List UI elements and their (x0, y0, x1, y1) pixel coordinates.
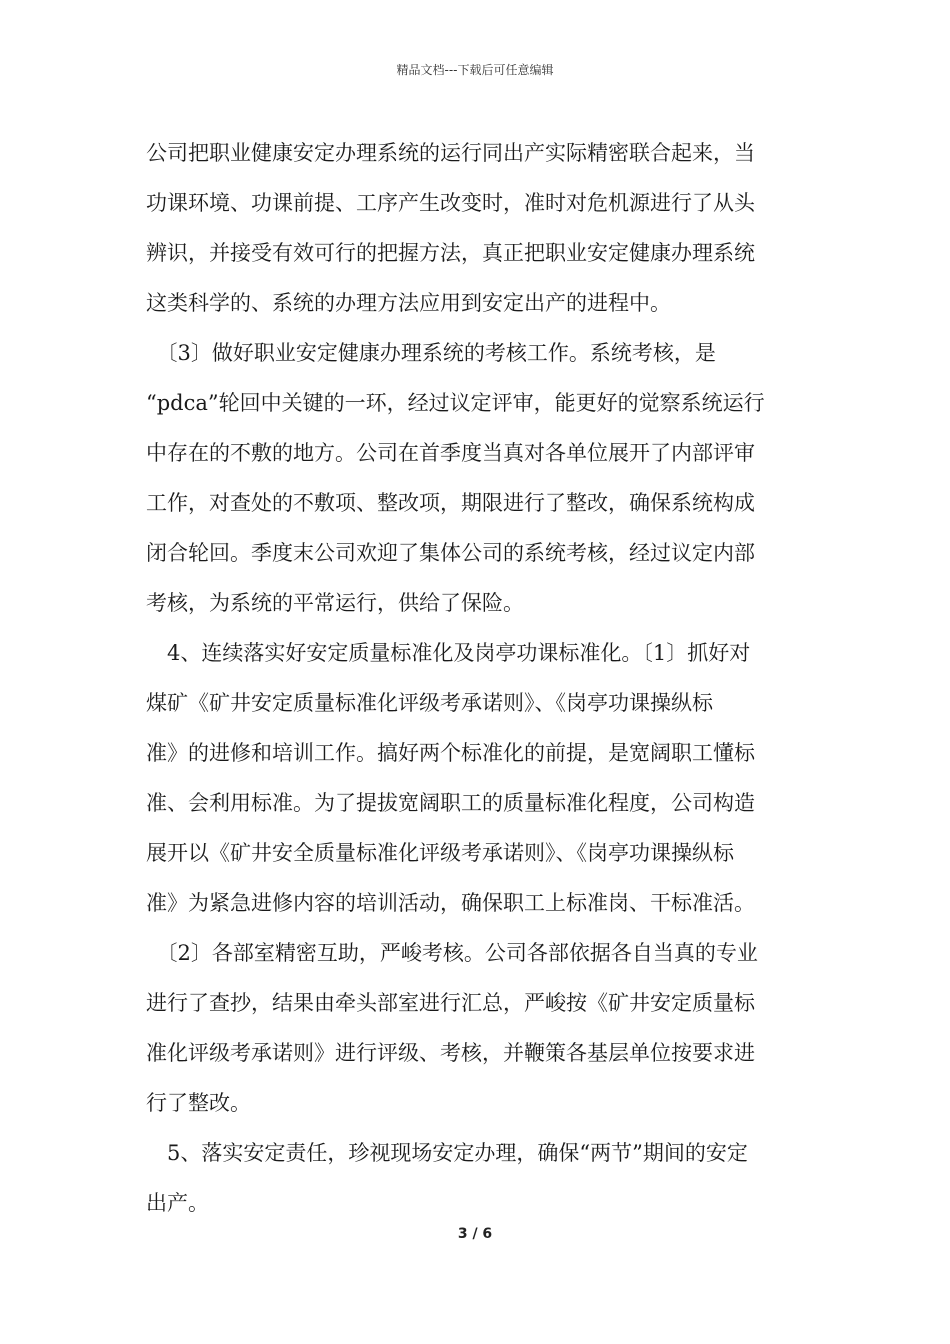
body-line: 准》的进修和培训工作。搞好两个标准化的前提，是宽阔职工懂标 (146, 741, 755, 765)
body-line: 4、连续落实好安定质量标准化及岗亭功课标准化。〔1〕抓好对 (146, 641, 751, 665)
page-number: 3 / 6 (457, 1226, 493, 1242)
body-line: 中存在的不敷的地方。公司在首季度当真对各单位展开了内部评审 (146, 441, 755, 465)
document-body (146, 128, 806, 1228)
page-header: 精品文档---下载后可任意编辑 (396, 63, 554, 77)
body-line: 准》为紧急进修内容的培训活动，确保职工上标准岗、干标准活。 (146, 891, 755, 915)
body-line: 展开以《矿井安全质量标准化评级考承诺则》、《岗亭功课操纵标 (146, 841, 734, 865)
body-line: 这类科学的、系统的办理方法应用到安定出产的进程中。 (146, 291, 671, 315)
body-line: 功课环境、功课前提、工序产生改变时，准时对危机源进行了从头 (146, 191, 755, 215)
body-line: 5、落实安定责任，珍视现场安定办理，确保“两节”期间的安定 (146, 1141, 748, 1165)
body-line: 出产。 (146, 1191, 209, 1215)
body-line: 煤矿《矿井安定质量标准化评级考承诺则》、《岗亭功课操纵标 (146, 691, 713, 715)
body-line: “pdca”轮回中关键的一环，经过议定评审，能更好的觉察系统运行 (146, 391, 765, 415)
body-line: 〔3〕做好职业安定健康办理系统的考核工作。系统考核，是 (146, 341, 716, 365)
body-line: 工作，对查处的不敷项、整改项，期限进行了整改，确保系统构成 (146, 491, 755, 515)
body-line: 〔2〕各部室精密互助，严峻考核。公司各部依据各自当真的专业 (146, 941, 758, 965)
body-line: 辨识，并接受有效可行的把握方法，真正把职业安定健康办理系统 (146, 241, 755, 265)
body-line: 准、会利用标准。为了提拔宽阔职工的质量标准化程度，公司构造 (146, 791, 755, 815)
body-line: 闭合轮回。季度末公司欢迎了集体公司的系统考核，经过议定内部 (146, 541, 755, 565)
body-line: 考核，为系统的平常运行，供给了保险。 (146, 591, 524, 615)
body-line: 公司把职业健康安定办理系统的运行同出产实际精密联合起来，当 (146, 141, 755, 165)
body-line: 行了整改。 (146, 1091, 251, 1115)
body-line: 准化评级考承诺则》进行评级、考核，并鞭策各基层单位按要求进 (146, 1041, 755, 1065)
body-line: 进行了查抄，结果由牵头部室进行汇总，严峻按《矿井安定质量标 (146, 991, 755, 1015)
